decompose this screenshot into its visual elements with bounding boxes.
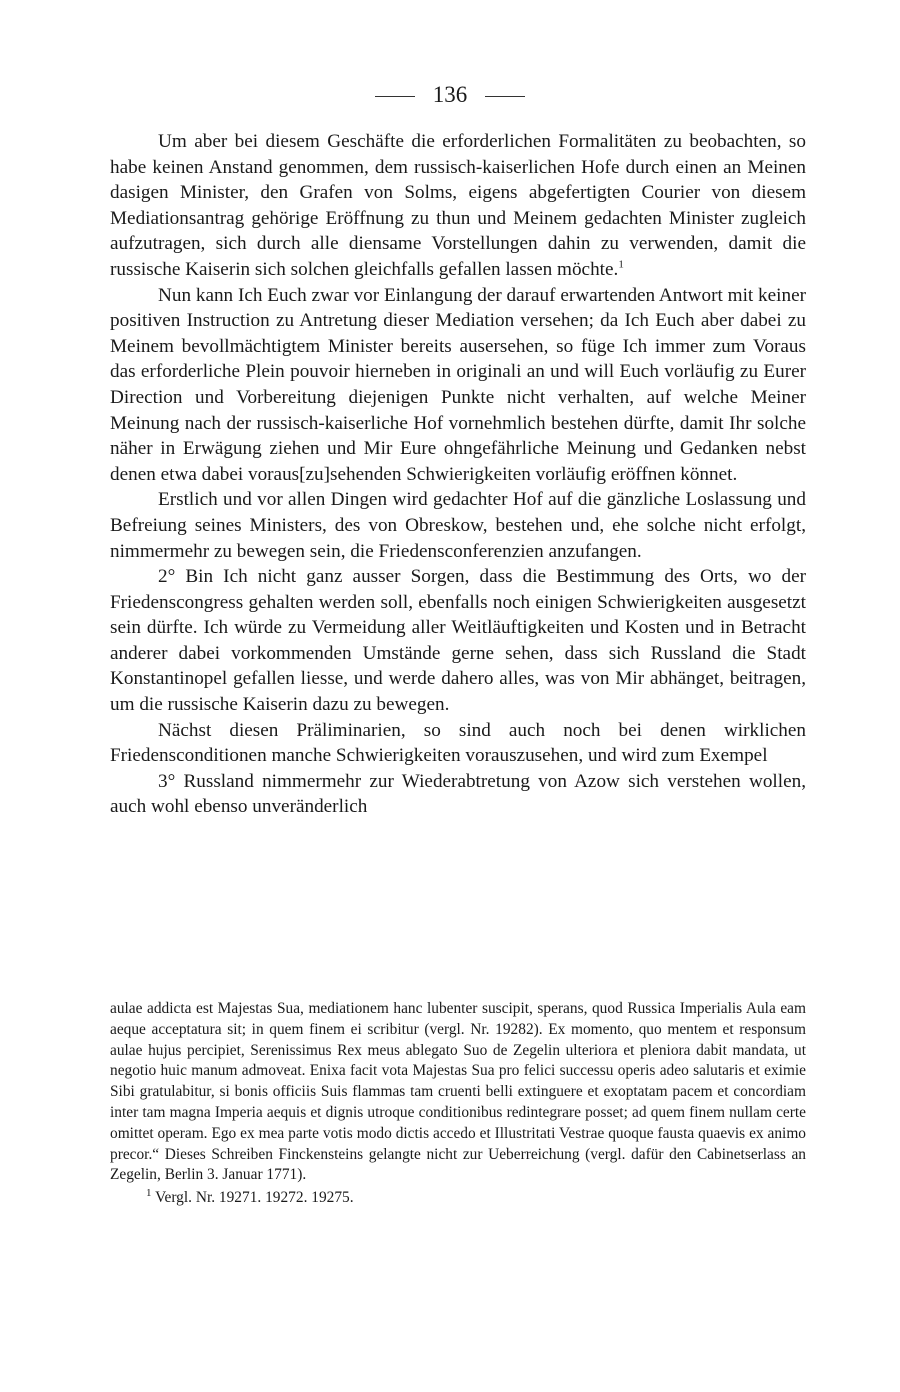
paragraph: Nun kann Ich Euch zwar vor Einlangung der darauf erwartenden Antwort mit keiner positiven Instruction zu Antretung dieser Mediation versehen; da Ich Euch aber dabei zu Meinem bevollmächtigtem Minister bereits ausersehen, so füge Ich immer zum Voraus das erforderliche Plein pouvoir hierneben in originali an und will Euch vorläufig zu Eurer Direction und Vorbereitung diejenigen Punkte nicht verhalten, auf welche Meiner Meinung nach der russisch-kaiserliche Hof vornehmlich bestehen dürfte, damit Ihr solche näher in Erwägung ziehen und Mir Eure ohngefährliche Meinung und Gedanken nebst denen etwa dabei voraus[zu]sehenden Schwierigkeiten vorläufig eröffnen könnet. [110,284,806,485]
paragraph [110,129,806,283]
footnote-text: Vergl. Nr. 19271. 19272. 19275. [155,1189,354,1207]
notes-section [110,999,806,1209]
paragraph-text: Um aber bei diesem Geschäfte die erforderlichen Formalitäten zu beobachten, so habe keinen Anstand genommen, dem russisch-kaiserlichen Hofe durch einen an Meinen dasigen Minister, den Grafen von Solms, eigens abgefertigten Courier von diesem Mediationsantrag gehörige Eröffnung zu thun und Meinem gedachten Minister zugleich aufzutragen, sich durch alle diensame Vorstellungen dahin zu verwenden, damit die russische Kaiserin sich solchen gleichfalls gefallen lassen möchte. [110,131,806,280]
paragraph: 2° Bin Ich nicht ganz ausser Sorgen, dass die Bestimmung des Orts, wo der Friedenscongress gehalten werden soll, ebenfalls noch einigen Schwierigkeiten ausgesetzt sein dürfte. Ich würde zu Vermeidung aller Weitläuftigkeiten und Kosten und in Betracht anderer dabei vorkommenden Umstände gerne sehen, dass sich Russland die Stadt Konstantinopel gefallen liesse, und werde dahero alles, was von Mir abhänget, beitragen, um die russische Kaiserin dazu zu bewegen. [110,566,806,716]
footnote-reference: 1 [618,258,624,271]
header-dash-right [485,96,525,97]
footnote [110,1188,806,1209]
page-number: 136 [432,82,468,107]
paragraph: Nächst diesen Präliminarien, so sind auch noch bei denen wirklichen Friedensconditionen manche Schwierigkeiten vorauszusehen, und wird zum Exempel [110,719,806,767]
header-dash-left [375,96,415,97]
paragraph: Erstlich und vor allen Dingen wird gedachter Hof auf die gänzliche Loslassung und Befreiung seines Ministers, des von Obreskow, bestehen und, ehe solche nicht erfolgt, nimmermehr zu bewegen sein, die Friedensconferenzien anzufangen. [110,489,806,562]
page-header [0,80,900,110]
main-text [110,129,806,820]
paragraph: 3° Russland nimmermehr zur Wiederabtretung von Azow sich verstehen wollen, auch wohl ebenso unveränderlich [110,770,806,818]
footnote-marker: 1 [146,1187,152,1200]
note-continuation: aulae addicta est Majestas Sua, mediationem hanc lubenter suscipit, sperans, quod Russica Imperialis Aula eam aeque acceptatura sit; in quem finem ei scribitur (vergl. Nr. 19282). Ex momento, quo mentem et responsum aulae hujus percipiet, Serenissimus Rex meus ablegato Suo de Zegelin ulteriora et pleniora dabit mandata, ut negotio huic manum admoveat. Enixa facit vota Majestas Sua pro felici successu operis adeo salutaris et eximie Sibi gratulabitur, si bonis officiis Suis flammas tam cruenti belli extinguere et exoptatam pacem et concordiam inter tam magna Imperia aequis et dignis utroque conditionibus redintegrare posset; ad quem finem nullam certe omittet operam. Ego ex mea parte votis modo dictis accedo et Illustritati Vestrae quoque fausta quaevis ex animo precor.“ Dieses Schreiben Finckensteins gelangte nicht zur Ueberreichung (vergl. dafür den Cabinetserlass an Zegelin, Berlin 3. Januar 1771). [110,1000,806,1184]
